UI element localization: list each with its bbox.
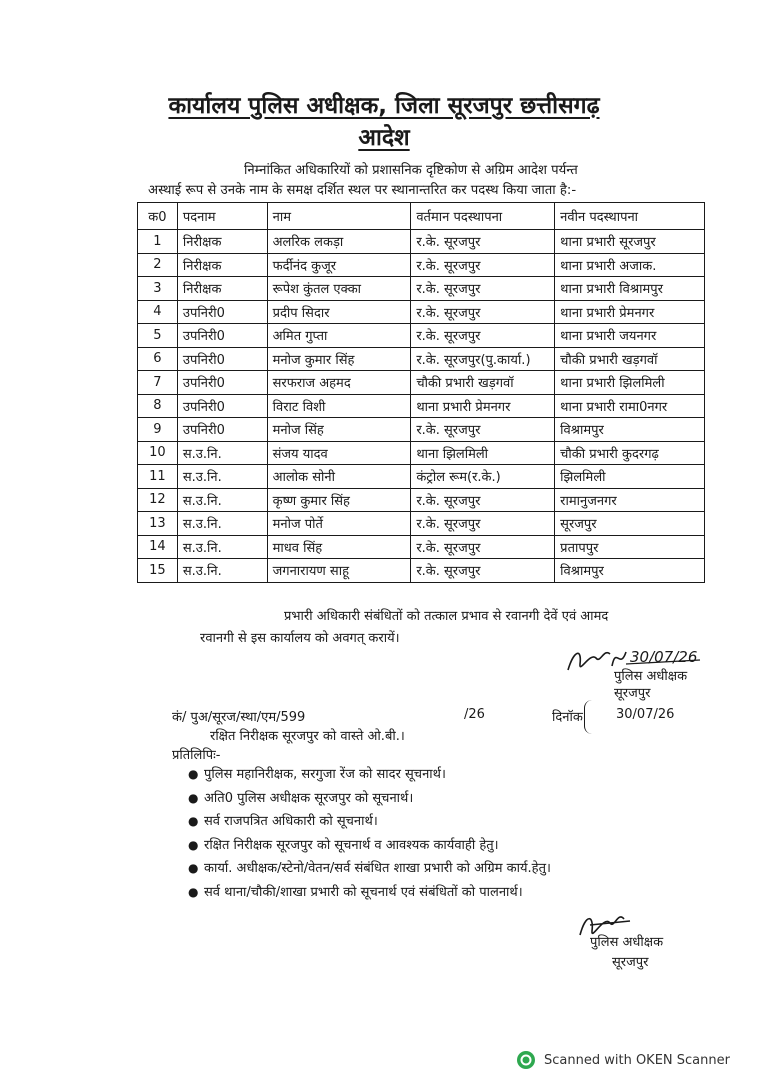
cell-new-posting: चौकी प्रभारी कुदरगढ़: [555, 441, 705, 465]
oken-scanner-logo-icon: [516, 1050, 536, 1070]
table-row: [138, 535, 705, 559]
cell-new-posting: सूरजपुर: [555, 512, 705, 536]
cell-current-posting: थाना प्रभारी प्रेमनगर: [411, 394, 555, 418]
cell-current-posting: र.के. सूरजपुर: [411, 559, 555, 583]
cell-current-posting: र.के. सूरजपुर: [411, 418, 555, 442]
cell-new-posting: थाना प्रभारी सूरजपुर: [555, 230, 705, 254]
footnote-line-2: रवानगी से इस कार्यालय को अवगत् करायें।: [200, 631, 400, 646]
ob-line: रक्षित निरीक्षक सूरजपुर को वास्ते ओ.बी.।: [210, 729, 405, 744]
cell-name: मनोज कुमार सिंह: [267, 347, 411, 371]
reference-date: 30/07/26: [616, 707, 675, 722]
cell-designation: स.उ.नि.: [177, 441, 267, 465]
cell-current-posting: र.के. सूरजपुर: [411, 488, 555, 512]
cell-designation: स.उ.नि.: [177, 488, 267, 512]
cell-name: माधव सिंह: [267, 535, 411, 559]
cell-serial: 4: [138, 300, 178, 324]
cell-serial: 2: [138, 253, 178, 277]
cell-serial: 3: [138, 277, 178, 301]
cell-current-posting: र.के. सूरजपुर: [411, 535, 555, 559]
cell-new-posting: थाना प्रभारी अजाक.: [555, 253, 705, 277]
copy-recipient-text: सर्व थाना/चौकी/शाखा प्रभारी को सूचनार्थ एवं संबंधितों को पालनार्थ।: [204, 884, 523, 900]
cell-current-posting: र.के. सूरजपुर: [411, 230, 555, 254]
signature-2-block: [590, 933, 663, 973]
cell-name: सरफराज अहमद: [267, 371, 411, 395]
signature-2-designation: पुलिस अधीक्षक: [590, 935, 664, 950]
cell-designation: उपनिरी0: [177, 371, 267, 395]
cell-new-posting: थाना प्रभारी प्रेमनगर: [555, 300, 705, 324]
cell-current-posting: र.के. सूरजपुर(पु.कार्या.): [411, 347, 555, 371]
cell-name: आलोक सोनी: [267, 465, 411, 489]
cell-serial: 13: [138, 512, 178, 536]
table-row: [138, 394, 705, 418]
cell-designation: स.उ.नि.: [177, 559, 267, 583]
cell-serial: 5: [138, 324, 178, 348]
cell-new-posting: थाना प्रभारी विश्रामपुर: [555, 277, 705, 301]
cell-designation: स.उ.नि.: [177, 535, 267, 559]
cell-current-posting: थाना झिलमिली: [411, 441, 555, 465]
table-body: [138, 230, 705, 583]
intro-line-2: अस्थाई रूप से उनके नाम के समक्ष दर्शित स्थल पर स्थानान्तरित कर पदस्थ किया जाता है:-: [148, 183, 577, 198]
cell-designation: उपनिरी0: [177, 418, 267, 442]
cell-name: संजय यादव: [267, 441, 411, 465]
cell-serial: 11: [138, 465, 178, 489]
list-item: [188, 763, 551, 787]
bullet-icon: ●: [188, 790, 199, 805]
table-row: [138, 300, 705, 324]
table-row: [138, 418, 705, 442]
table-header-row: [138, 203, 705, 230]
intro-line-1: निम्नांकित अधिकारियों को प्रशासनिक दृष्टिकोण से अग्रिम आदेश पर्यन्त: [244, 163, 578, 178]
cell-name: फर्दीनंद कुजूर: [267, 253, 411, 277]
cell-name: जगनारायण साहू: [267, 559, 411, 583]
table-row: [138, 347, 705, 371]
list-item: [188, 834, 551, 858]
cell-new-posting: थाना प्रभारी रामा0नगर: [555, 394, 705, 418]
table-row: [138, 324, 705, 348]
scanner-watermark: [516, 1050, 730, 1070]
cell-name: मनोज पोर्ते: [267, 512, 411, 536]
cell-new-posting: विश्रामपुर: [555, 418, 705, 442]
date-bracket: [584, 700, 595, 734]
table-row: [138, 559, 705, 583]
cell-new-posting: थाना प्रभारी झिलमिली: [555, 371, 705, 395]
copy-recipient-text: कार्या. अधीक्षक/स्टेनो/वेतन/सर्व संबंधित शाखा प्रभारी को अग्रिम कार्य.हेतु।: [204, 861, 551, 876]
cell-new-posting: विश्रामपुर: [555, 559, 705, 583]
bullet-icon: ●: [188, 884, 199, 899]
list-item: [188, 810, 551, 834]
cell-serial: 8: [138, 394, 178, 418]
table-row: [138, 512, 705, 536]
cell-current-posting: र.के. सूरजपुर: [411, 512, 555, 536]
cell-current-posting: कंट्रोल रूम(र.के.): [411, 465, 555, 489]
signature-1-block: [614, 668, 687, 702]
table-row: [138, 230, 705, 254]
cell-new-posting: झिलमिली: [555, 465, 705, 489]
reference-number: कं/ पुअ/सूरज/स्था/एम/599: [172, 710, 306, 725]
cell-name: अलरिक लकड़ा: [267, 230, 411, 254]
table-row: [138, 253, 705, 277]
col-header-serial: क0: [138, 203, 178, 230]
cell-designation: स.उ.नि.: [177, 465, 267, 489]
transfer-table: [137, 202, 705, 583]
col-header-name: नाम: [267, 203, 411, 230]
cell-designation: स.उ.नि.: [177, 512, 267, 536]
copies-title: प्रतिलिपिः-: [172, 748, 221, 763]
cell-name: अमित गुप्ता: [267, 324, 411, 348]
cell-designation: उपनिरी0: [177, 394, 267, 418]
list-item: [188, 881, 551, 905]
cell-current-posting: र.के. सूरजपुर: [411, 324, 555, 348]
cell-current-posting: चौकी प्रभारी खड़गवॉ: [411, 371, 555, 395]
signature-1-date: 30/07/26: [630, 648, 698, 666]
col-header-current-posting: वर्तमान पदस्थापना: [411, 203, 555, 230]
col-header-designation: पदनाम: [177, 203, 267, 230]
cell-new-posting: थाना प्रभारी जयनगर: [555, 324, 705, 348]
office-title: कार्यालय पुलिस अधीक्षक, जिला सूरजपुर छत्तीसगढ़: [168, 93, 600, 119]
footnote-line-1: प्रभारी अधिकारी संबंधितों को तत्काल प्रभाव से रवानगी देवें एवं आमद: [284, 609, 609, 624]
signature-2-place: सूरजपुर: [612, 955, 649, 970]
table-row: [138, 371, 705, 395]
cell-designation: उपनिरी0: [177, 347, 267, 371]
cell-new-posting: प्रतापपुर: [555, 535, 705, 559]
cell-name: प्रदीप सिदार: [267, 300, 411, 324]
cell-designation: निरीक्षक: [177, 253, 267, 277]
bullet-icon: ●: [188, 767, 199, 781]
cell-name: कृष्ण कुमार सिंह: [267, 488, 411, 512]
cell-serial: 12: [138, 488, 178, 512]
copy-recipient-text: अति0 पुलिस अधीक्षक सूरजपुर को सूचनार्थ।: [204, 790, 414, 806]
cell-serial: 15: [138, 559, 178, 583]
copies-list: [188, 763, 551, 904]
cell-name: विराट विशी: [267, 394, 411, 418]
cell-name: मनोज सिंह: [267, 418, 411, 442]
cell-serial: 7: [138, 371, 178, 395]
cell-designation: निरीक्षक: [177, 277, 267, 301]
cell-current-posting: र.के. सूरजपुर: [411, 253, 555, 277]
signature-1-designation: पुलिस अधीक्षक: [614, 669, 688, 684]
copy-recipient-text: सर्व राजपत्रित अधिकारी को सूचनार्थ।: [204, 814, 378, 829]
list-item: [188, 857, 551, 881]
cell-current-posting: र.के. सूरजपुर: [411, 300, 555, 324]
order-heading: आदेश: [358, 125, 410, 151]
reference-date-label: दिनॉक: [552, 710, 583, 725]
signature-1-place: सूरजपुर: [614, 686, 651, 701]
bullet-icon: ●: [188, 814, 199, 828]
table-row: [138, 441, 705, 465]
cell-designation: उपनिरी0: [177, 324, 267, 348]
cell-name: रूपेश कुंतल एक्का: [267, 277, 411, 301]
table-row: [138, 465, 705, 489]
copy-recipient-text: रक्षित निरीक्षक सूरजपुर को सूचनार्थ व आवश्यक कार्यवाही हेतु।: [204, 837, 499, 853]
copy-recipient-text: पुलिस महानिरीक्षक, सरगुजा रेंज को सादर सूचनार्थ।: [204, 767, 446, 782]
bullet-icon: ●: [188, 861, 199, 875]
cell-new-posting: रामानुजनगर: [555, 488, 705, 512]
cell-serial: 1: [138, 230, 178, 254]
bullet-icon: ●: [188, 837, 199, 852]
cell-serial: 14: [138, 535, 178, 559]
cell-new-posting: चौकी प्रभारी खड़गवॉ: [555, 347, 705, 371]
cell-serial: 10: [138, 441, 178, 465]
scanner-label: Scanned with OKEN Scanner: [544, 1052, 730, 1068]
table-row: [138, 277, 705, 301]
col-header-new-posting: नवीन पदस्थापना: [555, 203, 705, 230]
reference-year: /26: [464, 707, 485, 722]
table-row: [138, 488, 705, 512]
cell-serial: 6: [138, 347, 178, 371]
cell-designation: निरीक्षक: [177, 230, 267, 254]
cell-current-posting: र.के. सूरजपुर: [411, 277, 555, 301]
cell-serial: 9: [138, 418, 178, 442]
list-item: [188, 787, 551, 811]
cell-designation: उपनिरी0: [177, 300, 267, 324]
